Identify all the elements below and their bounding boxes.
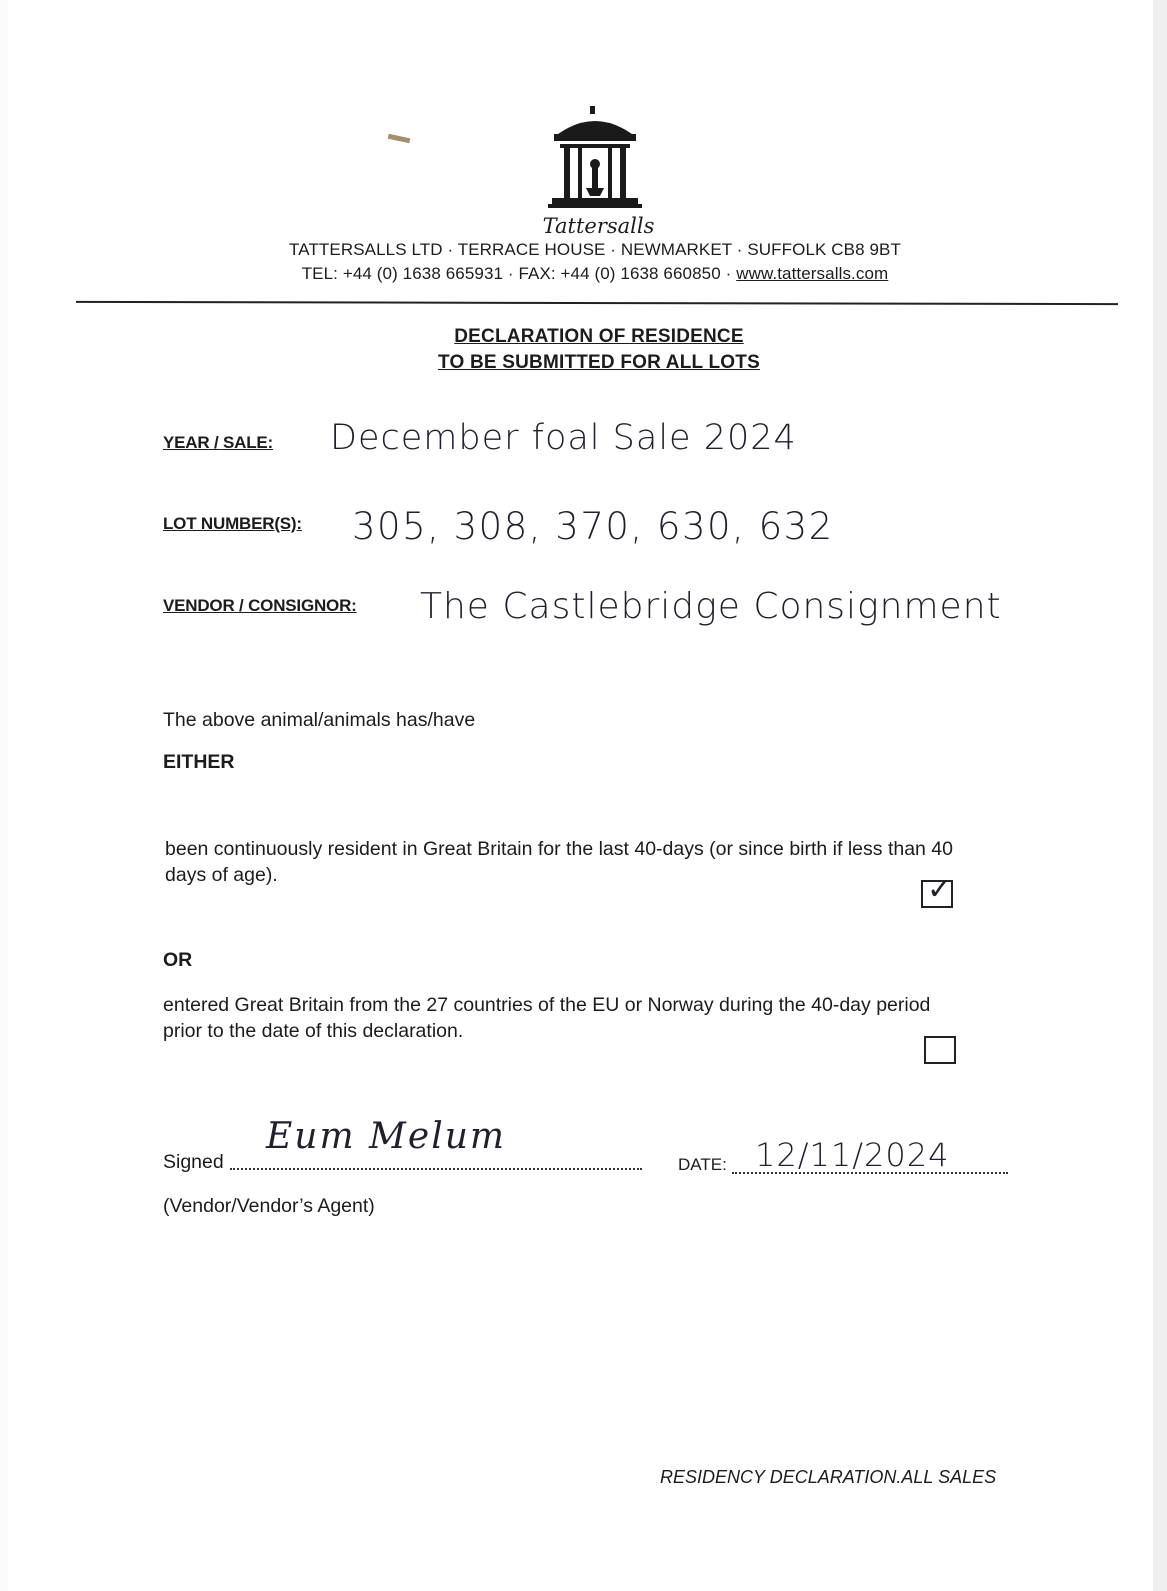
address-line: TATTERSALLS LTD · TERRACE HOUSE · NEWMARKET · SUFFOLK CB8 9BT <box>289 240 901 259</box>
brand-name: Tattersalls <box>542 214 655 238</box>
role-label: (Vendor/Vendor’s Agent) <box>163 1195 375 1217</box>
year-sale-label: YEAR / SALE: <box>163 433 274 452</box>
intro-text: The above animal/animals has/have <box>163 709 476 731</box>
title-line-2: TO BE SUBMITTED FOR ALL LOTS <box>438 352 760 373</box>
option1-checkmark: ✓ <box>927 872 953 907</box>
signed-label: Signed <box>163 1151 224 1173</box>
or-label: OR <box>163 949 193 971</box>
contact-text: TEL: +44 (0) 1638 665931 · FAX: +44 (0) 1638 660850 · <box>301 264 732 283</box>
signature-value: Eum Melum <box>266 1116 507 1157</box>
document-page <box>8 0 1158 1591</box>
option2-line2: prior to the date of this declaration. <box>163 1020 464 1042</box>
contact-line <box>0 264 1167 284</box>
date-value: 12/11/2024 <box>755 1136 950 1174</box>
lot-numbers-label: LOT NUMBER(S): <box>163 514 302 533</box>
website-link[interactable]: www.tattersalls.com <box>736 264 889 283</box>
option1-line1: been continuously resident in Great Britain for the last 40-days (or since birth if less than 40 <box>165 838 953 860</box>
date-label: DATE: <box>678 1155 727 1174</box>
vendor-label: VENDOR / CONSIGNOR: <box>163 596 357 615</box>
lot-numbers-value: 305, 308, 370, 630, 632 <box>352 505 834 548</box>
option1-checkbox[interactable] <box>921 872 953 908</box>
gazebo-logo-icon <box>548 104 642 212</box>
vendor-value: The Castlebridge Consignment <box>420 586 1002 627</box>
year-sale-value: December foal Sale 2024 <box>330 418 797 458</box>
page-edge <box>1153 0 1167 1591</box>
option2-line1: entered Great Britain from the 27 countries of the EU or Norway during the 40-day period <box>163 994 931 1016</box>
signature-line <box>230 1168 642 1170</box>
option2-checkbox[interactable] <box>924 1036 956 1064</box>
footer-text: RESIDENCY DECLARATION.ALL SALES <box>660 1467 997 1487</box>
option1-line2: days of age). <box>165 864 278 886</box>
title-line-1: DECLARATION OF RESIDENCE <box>454 326 744 347</box>
either-label: EITHER <box>163 751 235 773</box>
